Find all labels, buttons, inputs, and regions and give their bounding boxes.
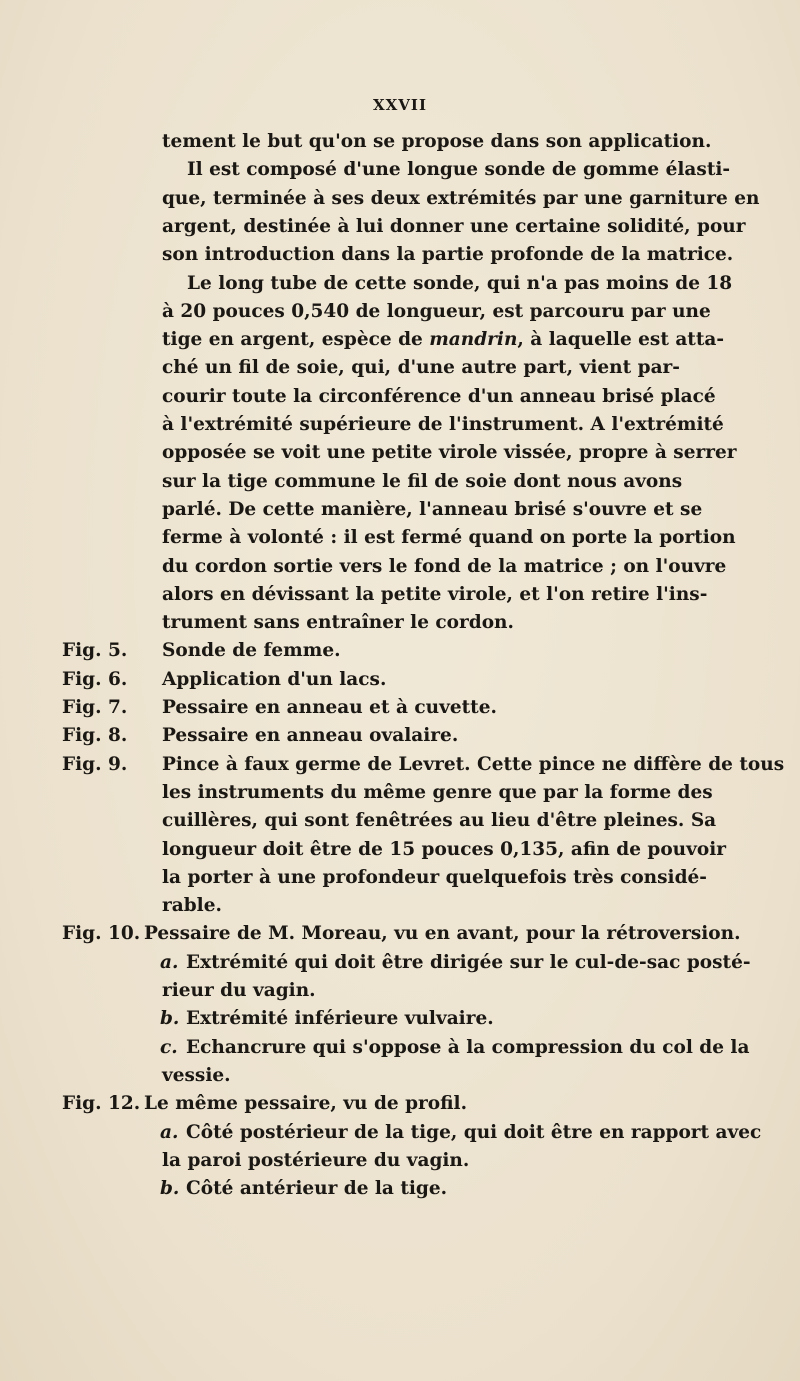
figure-label: Fig. 12. [62,1093,141,1115]
figure-label: Fig. 6. [62,668,128,690]
figure-description: Sonde de femme. [162,640,341,662]
figure-caption [62,666,680,694]
text-line: tement le but qu'on se propose dans son application. [162,131,712,152]
text-line: Extrémité qui doit être dirigée sur le cul-de-sac posté- [186,951,751,973]
text-span: , à laquelle est atta- [517,329,725,351]
text-line: Echancrure qui s'oppose à la compression du col de la [186,1036,750,1058]
italic-term: mandrin [429,329,518,351]
figure-label: Fig. 7. [62,697,128,718]
item-letter: c. [160,1036,178,1058]
item-letter: a. [160,951,179,973]
text-line: courir toute la circonférence d'un anneau brisé placé [162,385,716,407]
text-line: les instruments du même genre que par la forme des [162,781,713,803]
text-line: à l'extrémité supérieure de l'instrument. A l'extrémité [162,414,724,435]
figure-caption [62,637,680,665]
text-line: ché un fil de soie, qui, d'une autre part, vient par- [162,357,680,379]
text-line: rieur du vagin. [162,980,316,1001]
figure-description: Application d'un lacs. [162,668,387,690]
text-line: parlé. De cette manière, l'anneau brisé s'ouvre et se [162,498,703,520]
text-line: trument sans entraîner le cordon. [162,612,514,634]
text-span: tige en argent, espèce de [162,329,430,351]
text-line: Côté antérieur de la tige. [186,1178,448,1200]
item-letter: a. [160,1121,179,1143]
text-line: du cordon sortie vers le fond de la matrice ; on l'ouvre [162,555,727,577]
text-line: son introduction dans la partie profonde de la matrice. [162,244,734,266]
text-line: rable. [162,895,222,917]
figure-label: Fig. 8. [62,725,128,747]
figure-label: Fig. 9. [62,753,128,775]
text-line: Côté postérieur de la tige, qui doit être en rapport avec [186,1121,762,1143]
figure-description: Pince à faux germe de Levret. Cette pince ne diffère de tous [162,753,785,775]
text-line: longueur doit être de 15 pouces 0,135, afin de pouvoir [162,838,726,860]
text-line: la paroi postérieure du vagin. [162,1149,470,1171]
text-line: Extrémité inférieure vulvaire. [186,1008,494,1030]
figure-label: Fig. 5. [62,640,128,662]
figure-caption [62,694,680,722]
figure-label: Fig. 10. [62,923,141,945]
figure-caption [62,1090,680,1118]
text-line: alors en dévissant la petite virole, et l'on retire l'ins- [162,583,708,605]
figure-description: Le même pessaire, vu de profil. [144,1093,468,1115]
text-line: à 20 pouces 0,540 de longueur, est parcouru par une [162,300,711,322]
text-line: vessie. [162,1064,231,1086]
text-line: que, terminée à ses deux extrémités par une garniture en [162,187,760,209]
text-line: opposée se voit une petite virole vissée, propre à serrer [162,442,737,464]
figure-description: Pessaire en anneau ovalaire. [162,725,459,747]
text-line: Il est composé d'une longue sonde de gomme élasti- [187,159,731,181]
figure-description: Pessaire de M. Moreau, vu en avant, pour la rétroversion. [144,923,741,945]
text-line: ferme à volonté : il est fermé quand on porte la portion [162,527,736,549]
figure-caption [62,751,785,779]
figure-caption [62,722,680,750]
text-line: la porter à une profondeur quelquefois très considé- [162,866,707,888]
figure-caption [62,920,741,948]
text-line: Le long tube de cette sonde, qui n'a pas moins de 18 [187,272,733,294]
item-letter: b. [160,1178,180,1200]
figure-description: Pessaire en anneau et à cuvette. [162,697,497,718]
page-number: XXVII [373,96,427,114]
text-line [162,326,725,354]
text-line: sur la tige commune le fil de soie dont nous avons [162,470,683,492]
text-line: argent, destinée à lui donner une certaine solidité, pour [162,215,746,237]
text-line: cuillères, qui sont fenêtrées au lieu d'être pleines. Sa [162,810,717,832]
item-letter: b. [160,1008,180,1030]
